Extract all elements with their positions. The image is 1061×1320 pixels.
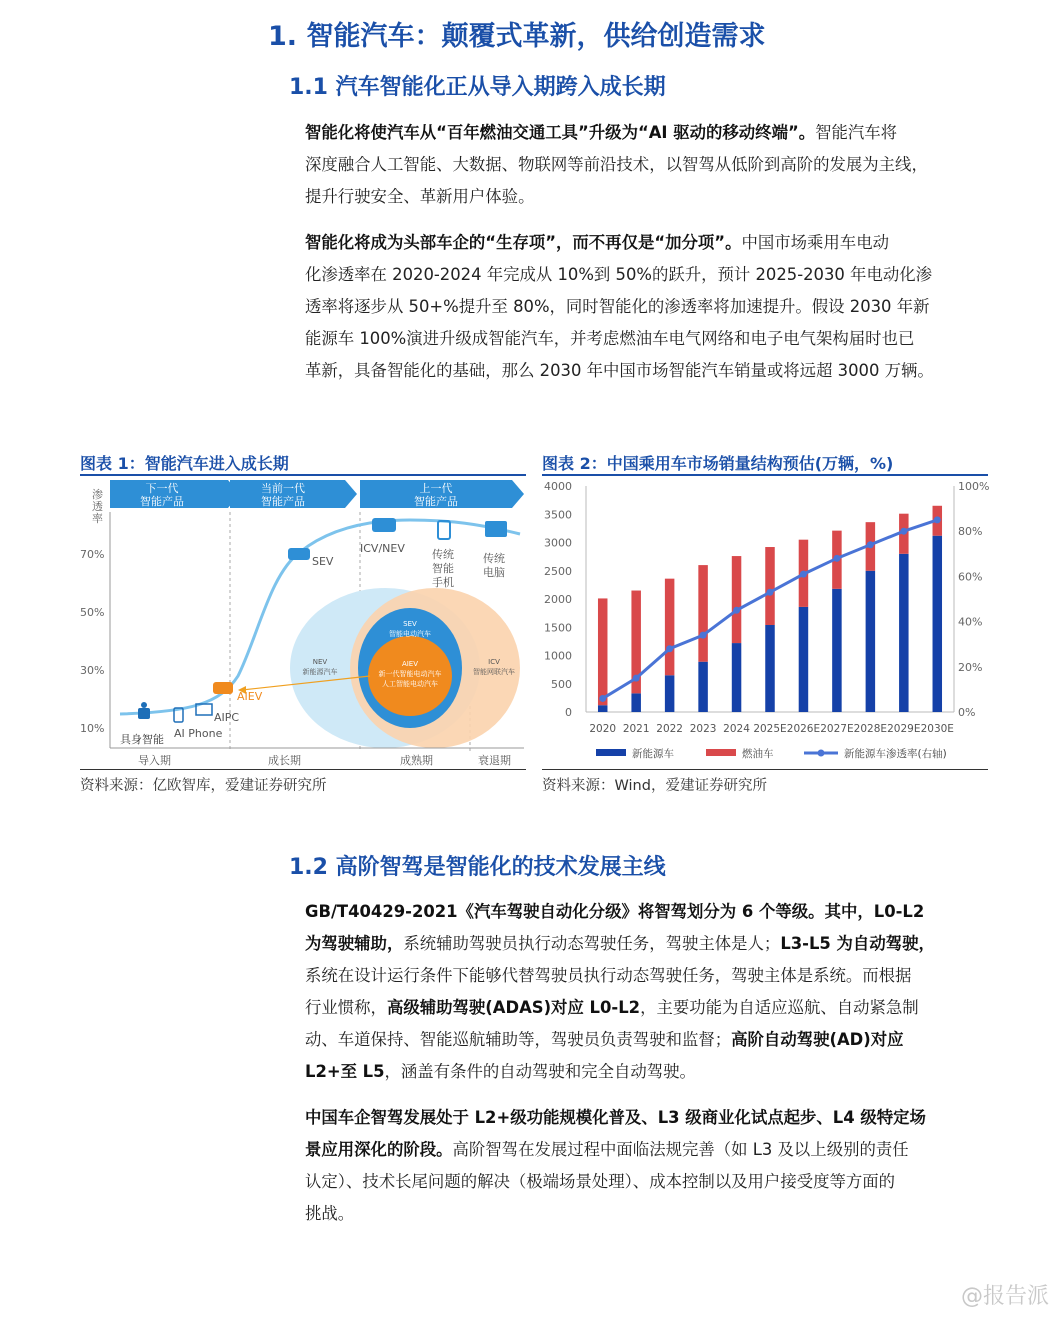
penetration-point: [733, 607, 740, 614]
x-tick: 2029E: [887, 723, 921, 735]
bar-nev: [732, 643, 742, 712]
y-right-tick: 80%: [958, 525, 983, 539]
y-left-tick: 2000: [544, 593, 572, 606]
bar-nev: [899, 554, 909, 712]
y-axis-label-char: 透: [92, 500, 103, 513]
point-label: AI Phone: [174, 727, 223, 740]
bar-nev: [799, 607, 809, 712]
legend-label: 新能源车: [632, 748, 674, 760]
text-line: 行业惯称，高级辅助驾驶(ADAS)对应 L0-L2，主要功能为自适应巡航、自动紧急制: [305, 998, 919, 1017]
text-line: 挑战。: [305, 1204, 355, 1223]
bar-ice: [598, 598, 608, 705]
penetration-point: [633, 675, 640, 682]
stage-label: 当前一代: [261, 482, 305, 495]
figure-1-title: 图表 1：智能汽车进入成长期: [80, 454, 289, 473]
phase-label: 成熟期: [400, 754, 433, 767]
y-right-tick: 100%: [958, 480, 990, 493]
legend-swatch: [706, 749, 736, 756]
y-left-tick: 3500: [544, 508, 572, 522]
section-1-1-title: 1.1 汽车智能化正从导入期跨入成长期: [289, 75, 666, 100]
penetration-point: [900, 528, 907, 535]
bar-ice: [732, 556, 742, 643]
penetration-point: [867, 541, 874, 548]
bar-nev: [598, 705, 608, 712]
y-right-tick: 40%: [958, 615, 983, 629]
section-1-2-paragraph-1: [305, 896, 973, 1088]
figure-2-title: 图表 2：中国乘用车市场销量结构预估(万辆，%): [542, 454, 894, 473]
text-line: 为驾驶辅助，系统辅助驾驶员执行动态驾驶任务，驾驶主体是人；L3-L5 为自动驾驶，: [305, 934, 935, 953]
figure-1-diagram: [80, 476, 528, 768]
bar-nev: [933, 536, 943, 712]
circle-label: ICV: [488, 658, 500, 666]
penetration-point: [833, 555, 840, 562]
text-line: 景应用深化的阶段。高阶智驾在发展过程中面临法规完善（如 L3 及以上级别的责任: [305, 1140, 909, 1159]
y-left-tick: 1000: [544, 649, 572, 663]
legend-label: 新能源车渗透率(右轴): [844, 748, 947, 760]
y-right-tick: 0%: [958, 706, 976, 719]
x-tick: 2030E: [920, 723, 954, 735]
stage-label: 上一代: [419, 482, 453, 495]
circle-label: AIEV: [401, 660, 419, 668]
x-tick: 2021: [622, 723, 650, 735]
robot-icon: [138, 708, 150, 719]
y-right-tick: 60%: [958, 570, 983, 584]
x-tick: 2028E: [853, 723, 888, 735]
x-tick: 2023: [689, 723, 717, 735]
text-line: 透率将逐步从 50+%提升至 80%，同时智能化的渗透率将加速提升。假设 2030 年新: [305, 297, 930, 316]
point-label: ICV/NEV: [360, 542, 405, 555]
stage-label: 下一代: [145, 482, 179, 495]
aiev-car-icon: [213, 682, 233, 694]
y-left-tick: 1500: [544, 621, 572, 635]
circle-label: SEV: [403, 620, 417, 628]
circle-label: 人工智能电动汽车: [382, 680, 438, 688]
x-tick: 2020: [589, 723, 617, 735]
x-tick: 2026E: [786, 723, 821, 735]
sev-car-icon: [288, 548, 310, 560]
point-label: AIPC: [214, 711, 240, 724]
computer-icon: [485, 521, 507, 537]
point-label: 传统: [432, 548, 454, 561]
y-left-tick: 0: [565, 706, 572, 719]
point-label: SEV: [312, 555, 334, 568]
text-line: 提升行驶安全、革新用户体验。: [305, 187, 535, 206]
y-axis-label-char: 渗: [92, 488, 103, 501]
text-line: 智能化将成为头部车企的“生存项”，而不再仅是“加分项”。中国市场乘用车电动: [305, 233, 889, 252]
legend-swatch-point: [818, 750, 825, 757]
phase-label: 衰退期: [478, 754, 511, 767]
circle-label: 新能源汽车: [302, 668, 338, 676]
bar-ice: [698, 565, 708, 662]
bar-nev: [665, 675, 675, 712]
text-line: 革新，具备智能化的基础，那么 2030 年中国市场智能汽车销量或将远超 3000 万辆。: [305, 361, 934, 380]
smartphone-icon: [438, 521, 450, 539]
x-tick: 2024: [723, 723, 750, 735]
penetration-point: [700, 632, 707, 639]
text-line: 认定）、技术长尾问题的解决（极端场景处理）、成本控制以及用户接受度等方面的: [305, 1172, 896, 1191]
y-left-tick: 3000: [544, 536, 572, 550]
bar-nev: [832, 589, 842, 712]
bar-ice: [665, 579, 675, 676]
text-line: 动、车道保持、智能巡航辅助等，驾驶员负责驾驶和监督；高阶自动驾驶(AD)对应: [305, 1030, 904, 1049]
text-line: 深度融合人工智能、大数据、物联网等前沿技术，以智驾从低阶到高阶的发展为主线，: [305, 155, 928, 174]
text-line: 智能化将使汽车从“百年燃油交通工具”升级为“AI 驱动的移动终端”。智能汽车将: [305, 123, 898, 142]
y-left-tick: 2500: [544, 564, 572, 578]
point-label: AIEV: [237, 690, 263, 703]
x-tick: 2025E: [753, 723, 787, 735]
y-right-tick: 20%: [958, 660, 983, 674]
circle-label: NEV: [312, 658, 328, 666]
text-line: 化渗透率在 2020-2024 年完成从 10%到 50%的跃升，预计 2025-2030 年电动化渗: [305, 265, 933, 284]
phase-label: 成长期: [268, 754, 301, 767]
point-label: 手机: [432, 576, 454, 589]
legend-swatch: [596, 749, 626, 756]
y-tick: 30%: [80, 664, 105, 677]
stage-label: 智能产品: [140, 495, 184, 508]
legend-label: 燃油车: [742, 748, 774, 760]
point-label: 智能: [432, 562, 454, 575]
circle-label: 智能电动汽车: [389, 630, 431, 638]
penetration-point: [800, 571, 807, 578]
circle-label: 智能网联汽车: [473, 668, 515, 676]
text-line: L2+至 L5，涵盖有条件的自动驾驶和完全自动驾驶。: [305, 1062, 696, 1081]
y-left-tick: 4000: [544, 480, 572, 493]
text-line: GB/T40429-2021《汽车驾驶自动化分级》将智驾划分为 6 个等级。其中，L0-L2: [305, 902, 925, 921]
x-tick: 2022: [656, 723, 684, 735]
section-1-1-paragraph-1: [305, 117, 973, 213]
figure-1-source: 资料来源：亿欧智库，爱建证券研究所: [80, 778, 327, 794]
penetration-point: [934, 516, 941, 523]
penetration-point: [599, 695, 606, 702]
text-line: 系统在设计运行条件下能够代替驾驶员执行动态驾驶任务，驾驶主体是系统。而根据: [305, 966, 912, 985]
point-label: 传统: [483, 552, 505, 565]
penetration-point: [666, 645, 673, 652]
point-label: 电脑: [483, 566, 505, 579]
bar-ice: [765, 547, 775, 625]
y-axis-label-char: 率: [92, 512, 103, 525]
page-heading: 1. 智能汽车：颠覆式革新，供给创造需求: [268, 21, 766, 52]
point-label: 具身智能: [120, 733, 164, 746]
figure-2-chart: [542, 476, 990, 768]
y-left-tick: 500: [551, 677, 572, 691]
phase-label: 导入期: [138, 754, 171, 767]
watermark: @报告派: [960, 1284, 1049, 1309]
penetration-point: [767, 589, 774, 596]
stage-label: 智能产品: [414, 495, 458, 508]
section-1-2-title: 1.2 高阶智驾是智能化的技术发展主线: [289, 855, 666, 880]
icv-car-icon: [372, 518, 396, 532]
x-tick: 2027E: [820, 723, 854, 735]
figure-2-source: 资料来源：Wind，爱建证券研究所: [542, 778, 767, 794]
bar-nev: [698, 662, 708, 712]
bar-nev: [765, 625, 775, 712]
robot-head-icon: [141, 702, 147, 708]
text-line: 中国车企智驾发展处于 L2+级功能规模化普及、L3 级商业化试点起步、L4 级特定场: [305, 1108, 926, 1127]
bar-nev: [866, 571, 876, 712]
text-line: 能源车 100%演进升级成智能汽车，并考虑燃油车电气网络和电子电气架构届时也已: [305, 329, 915, 348]
section-1-2-paragraph-2: [305, 1102, 973, 1230]
figure-1-bottom-rule: [80, 769, 526, 770]
bar-nev: [631, 693, 641, 712]
figure-2-bottom-rule: [542, 769, 988, 770]
circle-label: 新一代智能电动汽车: [378, 670, 442, 678]
section-1-1-paragraph-2: [305, 227, 973, 387]
stage-label: 智能产品: [261, 495, 305, 508]
y-tick: 50%: [80, 606, 105, 619]
y-tick: 10%: [80, 722, 105, 735]
y-tick: 70%: [80, 548, 105, 561]
